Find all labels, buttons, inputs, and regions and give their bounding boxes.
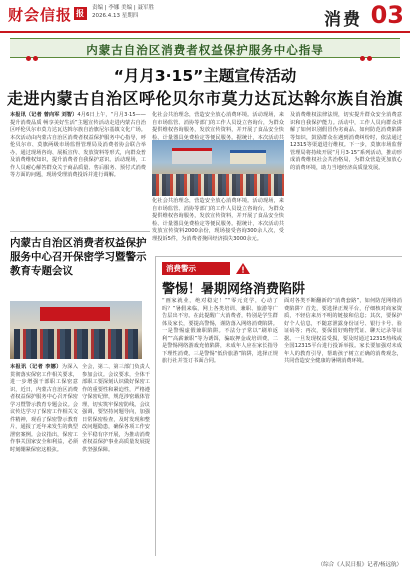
photo-crowd (152, 174, 284, 196)
photo-attendees (14, 329, 138, 359)
article1-column-3 (290, 112, 402, 252)
banner-dots-right (360, 46, 384, 52)
divider-article3-top (155, 256, 402, 257)
banner-title: 内蒙古自治区消费者权益保护服务中心指导 (86, 43, 324, 57)
issue-meta (92, 4, 154, 20)
article1-headline-main: “月月3·15”主题宣传活动 (113, 67, 297, 85)
article2-column-2 (82, 364, 150, 556)
section-title: 消费 (324, 10, 362, 30)
photo-tent-2 (230, 150, 266, 164)
date-line: 2026.4.13 星期四 (92, 13, 139, 19)
photo-tent (172, 148, 212, 164)
article1-text-2: 化社会共治理念，营造安全放心消费环境。活动现场，来自市场监管、消协等部门的工作人员设立咨询台，为群众提供维权咨询服务，发放宣传资料，并开展了食品安全快检、计量器具免费检定等便民服务。据统计，本次活动共 (152, 112, 284, 141)
article3-text-2: 面对各类不断翻新的“消费套路”，如何防范网络消费陷阱？首先，要选择正规平台，仔细核对商家资质，不轻信来历不明的链接和信息；其次，要保护好个人信息，不随意泄露身份证号、银行卡号、验证码等；再次，要保留好购物凭证、聊天记录等证据。一旦发现权益受损，要及时通过12315热线或全国12315平台进行投诉举报。家长要加强对未成年人的教育引导，帮助孩子树立正确的消费观念，共同营造安全健康的暑期消费环境。 (284, 298, 402, 364)
page-header (0, 0, 410, 34)
guidance-banner (10, 38, 400, 58)
article1-column-1 (10, 112, 146, 230)
newspaper-logo (8, 4, 87, 25)
page-number: 03 (370, 1, 404, 29)
warning-tag-label: 消费警示 (166, 264, 196, 273)
article1-text-2b: 化社会共治理念，营造安全放心消费环境。活动现场，来自市场监管、消协等部门的工作人员设立咨询台，为群众提供维权咨询服务，发放宣传资料，并开展了食品安全快检、计量器具免费检定等便民服务。据统计，本次活动共发放宣传资料2000余份，现场接受咨询300余人次，受理投诉5件，为消费者挽回经济损失3000余元。 (152, 198, 284, 242)
article1-text-1: 4月6日上午，“月月3·15——提升消费品质 畅享美好生活”主题宣传活动走进内蒙古自治区呼伦贝尔市莫力达瓦达斡尔族自治旗尼尔基镇文化广场。本次活动由内蒙古自治区消费者权益保护服务中心指导，呼伦贝尔市、莫旗两级市场监督管理局及消费者协会联合举办，通过现场咨询、展板宣传、发放资料等形式，向群众普及消费维权知识，提升消费者自我保护意识。活动现场，工作人员耐心解答群众关于商品质量、售后服务、预付式消费等方面的问题，现场受理消费投诉并进行调解。 (10, 112, 146, 178)
divider-article2-top (10, 231, 150, 232)
header-rule (0, 31, 410, 33)
article1-column-2-bottom (152, 198, 284, 252)
article1-headline-sub: 走进内蒙古自治区呼伦贝尔市莫力达瓦达斡尔族自治旗 (6, 89, 403, 108)
logo-text: 财会信报 (8, 6, 73, 24)
article2-text-2: 全会，第二、第三部门负责人参加会议。会议要求，全体干部职工要深刻认识做好保密工作的重要性和紧迫性，严格遵守保密纪律，规范涉密载体管理，切实筑牢保密防线。会议强调，要坚持问题导向，加强日常保密检查，及时发现和整改问题隐患，确保各项工作安全平稳有序开展，为推动消费者权益保护事业高质量发展提供坚强保障。 (82, 364, 150, 453)
editor-line: 责编 | 李娜 美编 | 聂军胜 (92, 5, 154, 11)
consumer-warning-tag (162, 262, 230, 275)
article3-headline: 警惕！暑期网络消费陷阱 (162, 282, 306, 297)
article1-column-2-top (152, 112, 284, 141)
article1-photo (152, 140, 284, 196)
article2-photo (10, 301, 142, 359)
warning-triangle-icon (236, 263, 250, 274)
article3-column-2 (284, 298, 402, 556)
article1-text-3: 及消费维权法律法规，切实提升群众安全消费意识和自我保护能力。活动中，工作人员向群众讲解了如何识别假冒伪劣商品、如何防范消费陷阱等知识，鼓励群众在遇到消费纠纷时，依法通过12315等渠道进行维权。下一步，莫旗市场监督管理局将持续开展“月月3·15”系列活动，推动形成消费维权社会共治格局，为群众营造更加放心的消费环境，助力当地经济高质量发展。 (290, 112, 402, 171)
photo-stage-sign (40, 307, 110, 321)
article3-column-1 (162, 298, 278, 556)
logo-badge: 报 (76, 8, 86, 18)
article2-column-1 (10, 364, 78, 556)
article3-source: （综合《人民日报》记者/杨远航） (317, 562, 402, 568)
article2-text-1: 为深入贯彻落实保密工作相关要求，进一步增强干部职工保密意识，近日，内蒙古自治区消费者权益保护服务中心召开保密学习暨警示教育专题会议。会议传达学习了保密工作相关文件精神，观看了保密警示教育片，通报了近年来发生的典型泄密案例。会议指出，保密工作事关国家安全和利益，必须时刻绷紧保密这根弦。 (10, 364, 78, 453)
article2-headline: 内蒙古自治区消费者权益保护服务中心召开保密学习暨警示教育专题会议 (10, 237, 147, 277)
article1-byline: 本报讯（记者 曾向军 刘智） (10, 112, 78, 118)
article2-byline: 本报讯（记者 李娜） (10, 364, 62, 370)
article3-text-1: “画家就业，绝对稳定！”“零元竞学，心动了吗？”暑假来临，网上各类培训、兼职、旅游等广告层出不穷。在此提醒广大消费者，特别是学生群体及家长，要提高警惕，谨防落入网络消费陷阱。一是警惕虚假兼职陷阱。不法分子常以“刷单返利”“高薪兼职”等为诱饵，骗取押金或培训费。二是警惕网络游戏充值陷阱，未成年人应在家长指导下理性消费。三是警惕“低价旅游”陷阱，选择正规旅行社并签订书面合同。 (162, 298, 278, 364)
divider-vertical-mid (155, 256, 156, 556)
